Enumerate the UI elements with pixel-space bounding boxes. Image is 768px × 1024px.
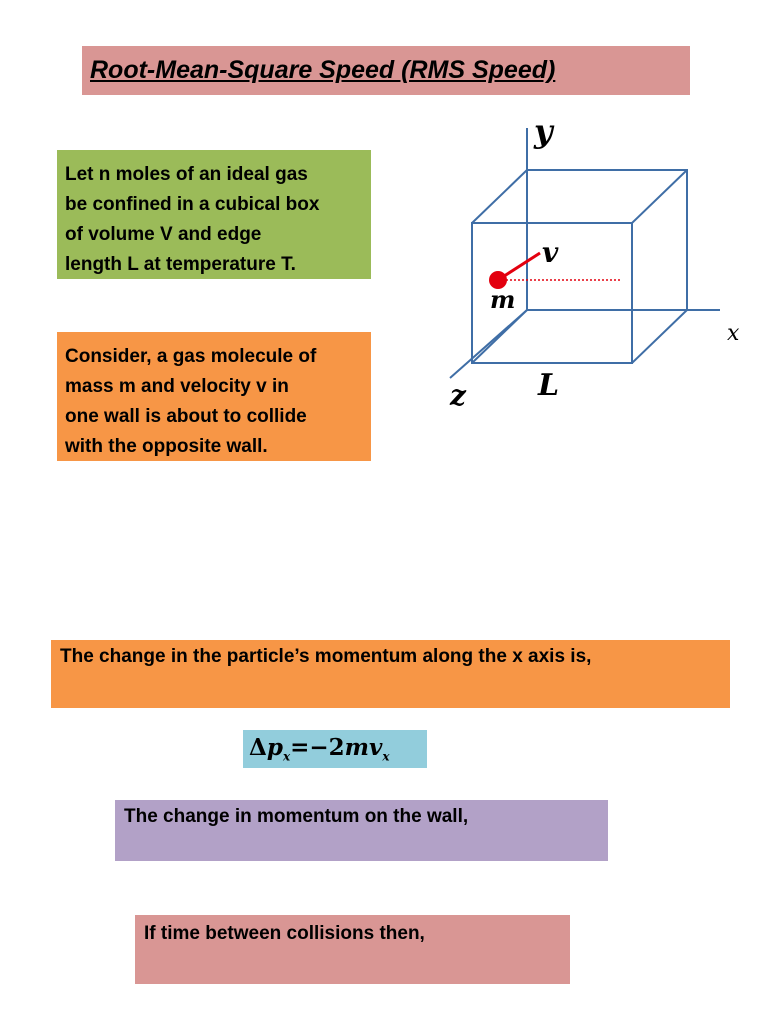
formula-box — [243, 730, 427, 768]
momentum-change-box — [51, 640, 730, 708]
molecule-box — [57, 332, 371, 461]
label-L: L — [538, 368, 560, 403]
intro-text: Let n moles of an ideal gas be confined in a cubical box of volume V and edge length L at temperature T. — [65, 164, 320, 275]
formula-sub-x2: x — [382, 749, 390, 764]
wall-momentum-box — [115, 800, 608, 861]
cube-edge — [472, 310, 527, 363]
formula-p: p — [266, 734, 283, 762]
cube-edge — [632, 170, 687, 223]
label-m: m — [490, 285, 516, 314]
cube-diagram — [430, 110, 760, 410]
page-title: Root-Mean-Square Speed (RMS Speed) — [90, 56, 556, 84]
collision-time-text: If time between collisions then, — [144, 923, 425, 944]
momentum-change-text: The change in the particle’s momentum along the x axis is, — [60, 646, 592, 667]
formula-delta: Δ — [249, 734, 267, 762]
label-z: z — [450, 379, 466, 410]
cube-edge — [632, 310, 687, 363]
momentum-formula — [249, 734, 390, 764]
collision-time-box — [135, 915, 570, 984]
formula-v: v — [369, 734, 383, 762]
formula-sub-x: x — [282, 749, 291, 764]
molecule-text: Consider, a gas molecule of mass m and velocity v in one wall is about to collide with the opposite wall. — [65, 346, 317, 457]
title-banner — [82, 46, 690, 95]
formula-equals: =− — [290, 734, 329, 762]
formula-m: m — [344, 734, 370, 762]
label-y: y — [534, 112, 553, 150]
label-x: x — [727, 321, 740, 346]
intro-box — [57, 150, 371, 279]
cube-edge — [472, 170, 527, 223]
label-v: v — [542, 236, 559, 269]
formula-two: 2 — [328, 734, 345, 762]
wall-momentum-text: The change in momentum on the wall, — [124, 806, 469, 827]
